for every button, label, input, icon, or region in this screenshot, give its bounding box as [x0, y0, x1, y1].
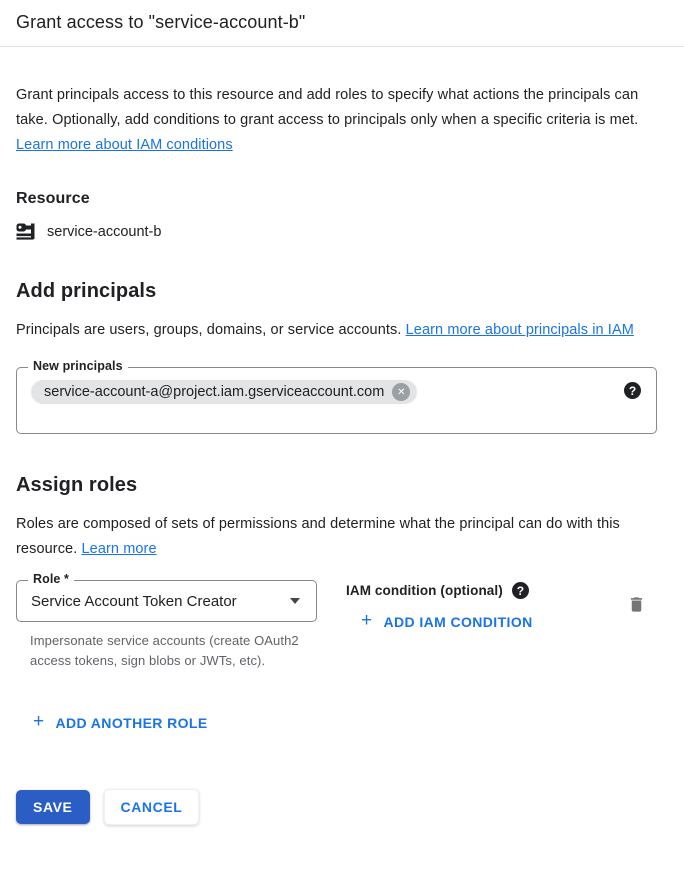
chip-remove-icon[interactable]: ✕	[392, 383, 410, 401]
roles-description	[16, 512, 656, 562]
role-description-text: Impersonate service accounts (create OAuth2 access tokens, sign blobs or JWTs, etc).	[30, 633, 299, 668]
dialog-actions	[16, 789, 656, 825]
iam-conditions-link[interactable]: Learn more about IAM conditions	[16, 137, 233, 153]
add-iam-condition-label: ADD IAM CONDITION	[383, 613, 533, 630]
iam-condition-column	[346, 580, 616, 632]
new-principals-label: New principals	[28, 359, 128, 373]
intro-text: Grant principals access to this resource and add roles to specify what actions the principals can take. Optionally, add conditions to grant access to principals only when a specific criteria is met.	[16, 87, 639, 128]
service-account-icon	[16, 223, 37, 240]
iam-condition-help-icon[interactable]: ?	[512, 582, 529, 599]
dialog-title: Grant access to "service-account-b"	[16, 12, 306, 32]
principal-chip	[31, 380, 417, 404]
role-select[interactable]	[16, 572, 317, 622]
iam-condition-label-row	[346, 582, 616, 599]
roles-description-text: Roles are composed of sets of permissions and determine what the principal can do with this resource.	[16, 516, 620, 557]
iam-condition-label: IAM condition (optional)	[346, 583, 503, 598]
trash-icon	[627, 594, 646, 615]
resource-heading: Resource	[16, 190, 90, 207]
principals-description-text: Principals are users, groups, domains, or service accounts.	[16, 322, 406, 338]
save-button[interactable]: SAVE	[16, 790, 90, 824]
role-selected-value: Service Account Token Creator	[31, 592, 237, 610]
new-principals-field[interactable]	[16, 359, 657, 434]
intro-paragraph	[16, 83, 656, 158]
dialog-content	[0, 83, 684, 825]
delete-role-button[interactable]	[627, 594, 646, 615]
role-select-label: Role *	[28, 572, 74, 586]
resource-name: service-account-b	[47, 223, 162, 240]
add-principals-heading: Add principals	[16, 280, 157, 302]
resource-row	[16, 223, 656, 240]
roles-learn-more-link[interactable]: Learn more	[81, 541, 157, 557]
delete-role-column	[616, 594, 656, 620]
add-another-role-label: ADD ANOTHER ROLE	[55, 714, 208, 731]
principal-chip-value: service-account-a@project.iam.gserviceaccount.com	[44, 384, 385, 400]
principals-learn-more-link[interactable]: Learn more about principals in IAM	[405, 322, 634, 338]
role-column	[16, 572, 317, 670]
plus-icon: +	[33, 711, 45, 732]
dialog-header	[0, 0, 684, 47]
assign-roles-heading: Assign roles	[16, 474, 138, 496]
add-another-role-button[interactable]	[33, 713, 208, 732]
cancel-button[interactable]: CANCEL	[104, 789, 200, 825]
plus-icon: +	[361, 610, 373, 631]
role-binding-row	[16, 572, 656, 670]
chevron-down-icon	[290, 598, 300, 604]
add-iam-condition-button[interactable]	[361, 612, 533, 631]
principals-description	[16, 318, 656, 343]
principals-help-icon[interactable]: ?	[624, 382, 641, 399]
